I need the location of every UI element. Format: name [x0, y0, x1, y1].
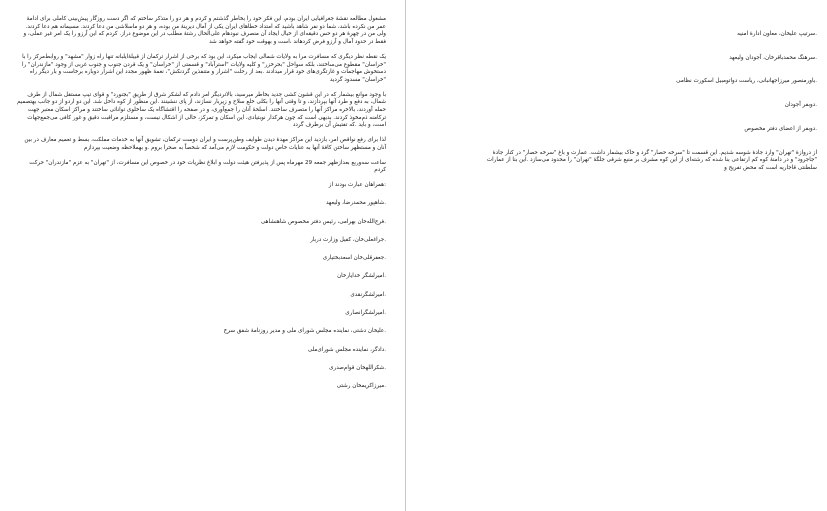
- list-item: .دادگر، نماینده مجلس شورای‌ملی: [307, 346, 386, 353]
- list-item: .یاورمنصور میرزاجهانبانی، ریاست دواتومبیل اسکورت نظامی: [676, 78, 817, 85]
- paragraph: مشغول مطالعه نقشهٔ جغرافیایی ایران بودم، این فکر خود را بخاطر گذشتم و کردم و هر دو را متذکر ساختم که اگر دست روزگار پیش‌بینی کاملی برای ادامهٔ عمر من نکرده باشد، شما دو نفر شاهد باشید که امتداد خطاهای ایران یکی از آمال دیرینهٔ من بوده، و هر دو ماسلاشی من دعا کردند. مسیمانه هم دعا کردند. ولی من در چهرهٔ هر دو حس دقیقه‌ای از خیال ایجاد آن منصرف نبودهام علی‌الحال رشتهٔ مطلب در این موضوع دراز. کردم که این آرزو را یک امر غیر عملی، و فقط در حدود آمال و آرزو فرض کردهاند ،است و بهوقت خود گفته خواهد شد: [23, 16, 386, 46]
- list-item: .فرج‌الله‌خان بهرامی، رئیس دفتر مخصوص شاهنشاهی: [260, 218, 386, 225]
- list-item: .شاهپور محمدرضا، ولیعهد: [326, 200, 386, 207]
- list-item: .امیرلشگرانصاری: [345, 310, 386, 317]
- right-page-text: [472, 31, 817, 173]
- list-item: .سرتیپ علیخان، معاون ادارهٔ امنیه: [737, 31, 817, 37]
- list-item: .سرهنگ محمدباقرخان، آجودان ولیعهد: [729, 54, 817, 61]
- list-item: .علیخان دشتی، نماینده مجلس شورای ملی و مدیر روزنامهٔ شفق سرخ: [223, 328, 386, 335]
- list-item: .دوبفر آجودان: [784, 102, 817, 109]
- companions-intro: :همراهان عبارت بودند از: [328, 181, 386, 188]
- paragraph: ساعت سه‌وربع بعدازظهر جمعه 29 مهرماه پس از پذیرفتن هیئت دولت و ابلاغ نظریات خود در خصوص این مسافرت، از "تهران" به عزم "مازندران" حرکت کردم: [29, 159, 386, 174]
- paragraph: یک نقطه نظر دیگری که مسافرت مرا به ولایات شمالی ایجاب میکرد، این بود که برخی از اشرار ترکمان از قبیلهٔ‌ایلبانه تنها راه زوار "مشهد" و روابط‌مرکز را با "خراسان" مقطوع می‌ساختند، بلکه سواحل "بحرخزر" و کلیه ولایات "استرآباد" و قسمتی از "خراسان" و یک قردن جنوب و جنوب غربی از وجود "مازندران" را دستخوش مهاجمات و غارتگری‌های خود قرار میدادند .بعد از رحلت "اشرار و متنفذین گردنکش"، نغمهٔ ظهور مجدد این اشرار دوباره برخاست و بار دیگر راه "خراسان" مسدود گردید: [21, 53, 386, 83]
- paragraph: با وجود موانع بیشمار که در این قشون کشی جدید بخاطر میرسید، بالاتردیگر امر دادم که لشکر شرق از طریق "بجنورد" و قوای تیپ مستقل شمال از طرف شمال، به دفع و طرد آنها بپردازند، و تا وقتی آنها را بکلی خلع سلاح و زیربار نسازند، از پای ننشینند .این منظور از کوه داخل شد. این دو اردو از دو جانب بهتصمیم حمله آوردند، بالاخره مراکز آنها را متصرف ساختند. اسلحهٔ آنان را جمع‌آوری، و در صفحه را اقتشاگاه یک ساخلوی توانائی ساختند و مراکز اسکان معتبر جهت ترکامنه ذم‌مخوذ کردند. بدیهی است که چون هرکدار نوبتیادی، این اسکان و تمرکز، خالی از اشکال نیست، و مستلزم مراقبت دقیق و غور کافی می‌جمع‌جهات است، و باید .که تفتیش آن برطرف گردد: [16, 91, 386, 129]
- list-item: .شکراللهخان قوام‌صدری: [329, 364, 386, 371]
- left-page-text: [16, 16, 386, 402]
- page-gutter: [400, 0, 412, 511]
- list-item: .دوبفر از اعضای دفتر مخصوص: [744, 125, 817, 132]
- paragraph: لذا برای رفع نواقص امر، بازدید این مراکز مهدهٔ دیدن طوایف وطن‌پرست و ایران دوست ترکمان، تشویق آنها به خدمات مملکت، بسط و تعمیم معارف در بین آنان و مستظهر ساختن کافهٔ آنها به عنایات خاص دولت و حکومت لازم می‌آمد که شخصاً به صحرا بروم .و بهملاحظه وضعیت بپردازم: [24, 137, 386, 151]
- paragraph: از دروازهٔ "تهران" وارد جادهٔ شوسه شدیم. این قسمت تا "سرخه حصار" گرد و خاک بیشمار داشت. عمارت و باغ "سرخه حصار" در کنار جادهٔ "جاجرود" و در دامنهٔ کوه کم ارتفاعی بنا شده که رشته‌ای از این کوه مشرف بر منبع شرقی جلگهٔ "تهران" را محدود می‌سازد .این بنا از عمارات سلطنتی قاجاریه است که محض تفریح و: [486, 149, 817, 171]
- list-item: .جراغعلی‌خان، کفیل وزارت دربار: [310, 236, 386, 243]
- list-item: .امیرلشگرنقدی: [350, 291, 386, 298]
- right-page: [412, 0, 827, 511]
- left-page: [0, 0, 400, 511]
- list-item: .میرزاکریمخان رشتی: [336, 383, 386, 390]
- list-item: .امیرلشگر خدایارخان: [337, 273, 386, 280]
- page-divider: [405, 0, 406, 511]
- list-item: .جعفرقلی‌خان اسعدبختیاری: [322, 255, 386, 262]
